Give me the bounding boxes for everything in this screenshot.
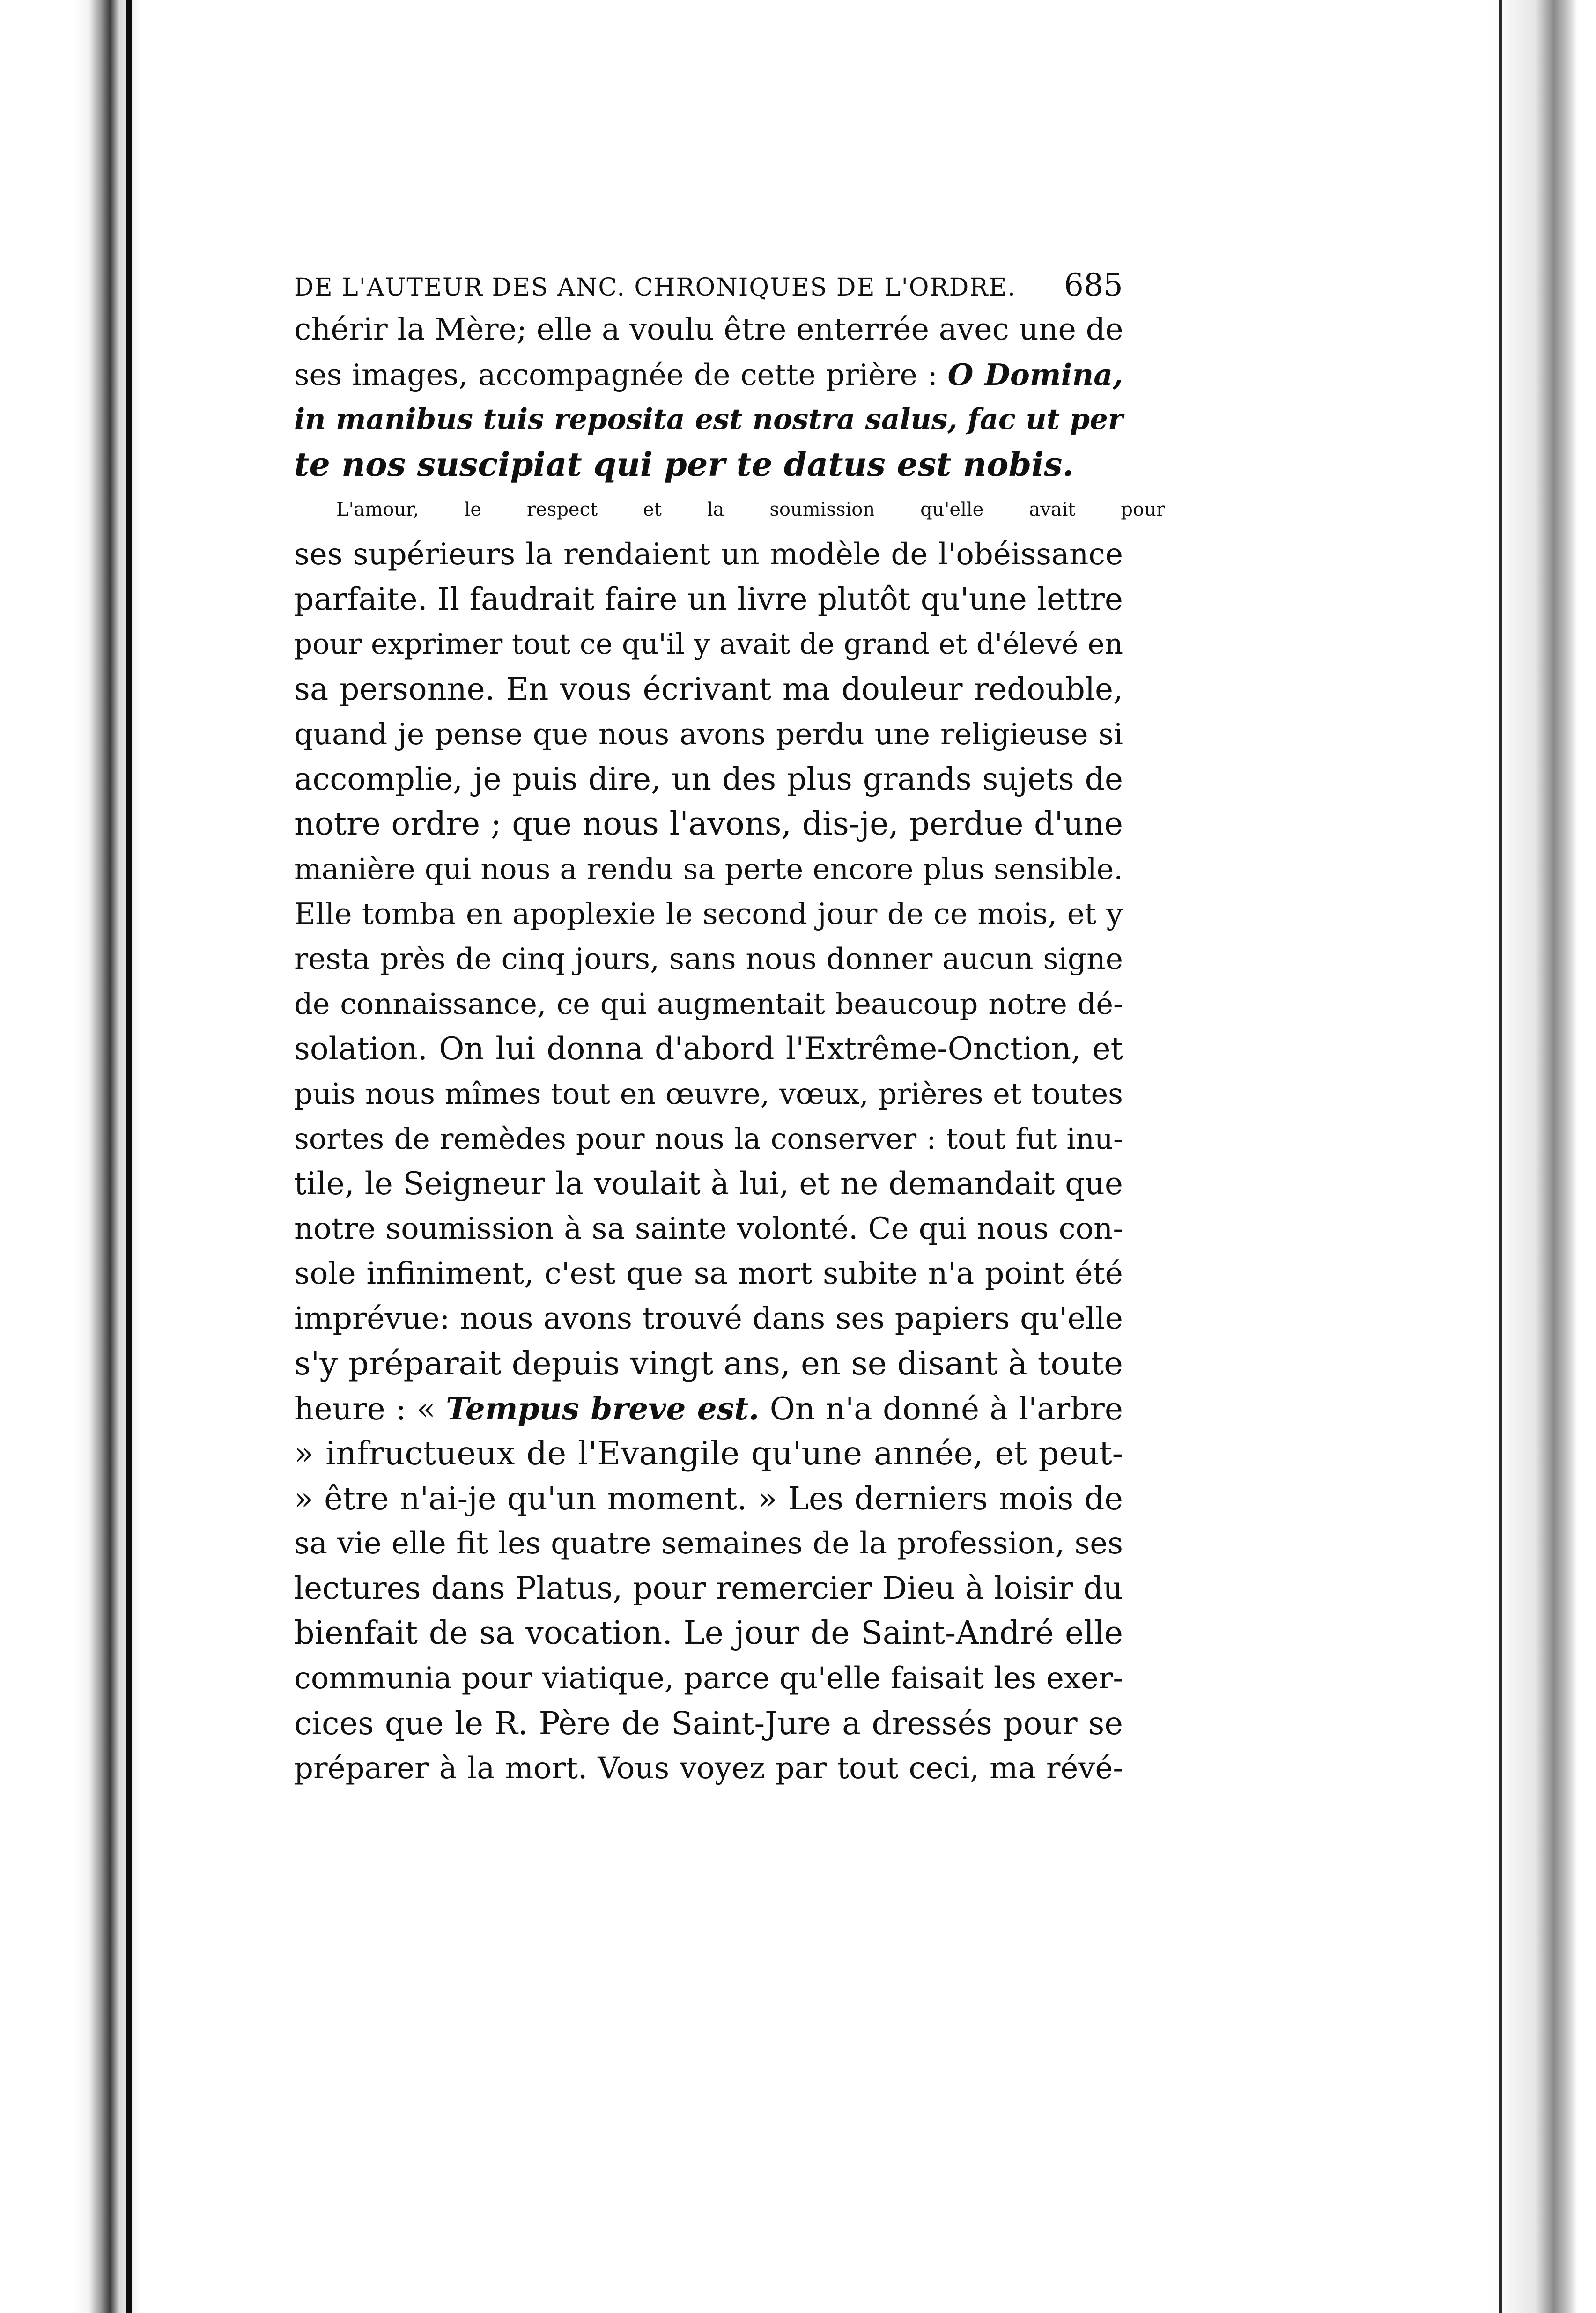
text-line-30: bienfait de sa vocation. Le jour de Saint-André elle [294, 1615, 1123, 1652]
text-line-15: resta près de cinq jours, sans nous donner aucun signe [294, 942, 1123, 976]
text-line-25 [294, 1386, 1123, 1431]
text-line-25-start: heure : « [294, 1391, 436, 1427]
text-line-18: puis nous mîmes tout en œuvre, vœux, prières et toutes [294, 1077, 1123, 1111]
text-line-2-italic: O Domina, [947, 357, 1123, 392]
text-line-2-roman: ses images, accompagnée de cette prière : [294, 358, 938, 392]
text-line-17: solation. On lui donna d'abord l'Extrême-Onction, et [294, 1031, 1123, 1067]
text-line-5: L'amour, le respect et la soumission qu'elle avait pour [336, 499, 1165, 520]
scan-edge-right [1493, 0, 1596, 2313]
text-line-24: s'y préparait depuis vingt ans, en se disant à toute [294, 1345, 1123, 1382]
text-line-28: sa vie elle fit les quatre semaines de la profession, ses [294, 1526, 1123, 1561]
text-line-16: de connaissance, ce qui augmentait beaucoup notre dé- [294, 987, 1123, 1021]
text-line-2 [294, 352, 1123, 397]
running-title: DE L'AUTEUR DES ANC. CHRONIQUES DE L'ORDRE. [294, 273, 1017, 302]
text-line-22: sole infiniment, c'est que sa mort subite n'a point été [294, 1256, 1123, 1291]
text-line-10: quand je pense que nous avons perdu une religieuse si [294, 717, 1123, 751]
text-line-23: imprévue: nous avons trouvé dans ses papiers qu'elle [294, 1301, 1123, 1336]
text-line-32: cices que le R. Père de Saint-Jure a dressés pour se [294, 1705, 1123, 1742]
running-head [294, 267, 1123, 304]
text-line-12: notre ordre ; que nous l'avons, dis-je, perdue d'une [294, 805, 1123, 842]
text-line-31: communia pour viatique, parce qu'elle faisait les exer- [294, 1661, 1123, 1696]
text-line-21: notre soumission à sa sainte volonté. Ce qui nous con- [294, 1212, 1123, 1246]
text-line-20: tile, le Seigneur la voulait à lui, et ne demandait que [294, 1166, 1123, 1202]
text-line-1: chérir la Mère; elle a voulu être enterrée avec une de [294, 312, 1123, 347]
text-line-25-rest: On n'a donné à l'arbre [769, 1391, 1123, 1427]
scan-binding-line [126, 0, 132, 2313]
text-line-25-italic: Tempus breve est. [446, 1390, 760, 1427]
text-line-8: pour exprimer tout ce qu'il y avait de grand et d'élevé en [294, 628, 1123, 661]
text-line-13: manière qui nous a rendu sa perte encore plus sensible. [294, 852, 1123, 886]
text-line-19: sortes de remèdes pour nous la conserver : tout fut inu- [294, 1122, 1123, 1156]
scan-edge-left [0, 0, 140, 2313]
scan-page-edge-line [1499, 0, 1502, 2313]
text-line-3: in manibus tuis reposita est nostra salus, fac ut per [294, 403, 1123, 436]
text-line-33: préparer à la mort. Vous voyez par tout ceci, ma révé- [294, 1751, 1123, 1786]
text-line-4: te nos suscipiat qui per te datus est nobis. [294, 445, 1074, 484]
text-line-11: accomplie, je puis dire, un des plus grands sujets de [294, 761, 1123, 797]
page-text-block [294, 267, 1165, 1791]
text-line-9: sa personne. En vous écrivant ma douleur redouble, [294, 671, 1123, 707]
page-number: 685 [1064, 267, 1123, 303]
text-line-6: ses supérieurs la rendaient un modèle de l'obéissance [294, 537, 1123, 572]
text-line-29: lectures dans Platus, pour remercier Dieu à loisir du [294, 1570, 1123, 1606]
text-line-14: Elle tomba en apoplexie le second jour de ce mois, et y [294, 897, 1123, 931]
text-line-7: parfaite. Il faudrait faire un livre plutôt qu'une lettre [294, 581, 1123, 617]
text-line-27: » être n'ai-je qu'un moment. » Les derniers mois de [294, 1480, 1123, 1517]
text-line-26: » infructueux de l'Evangile qu'une année, et peut- [294, 1435, 1123, 1472]
